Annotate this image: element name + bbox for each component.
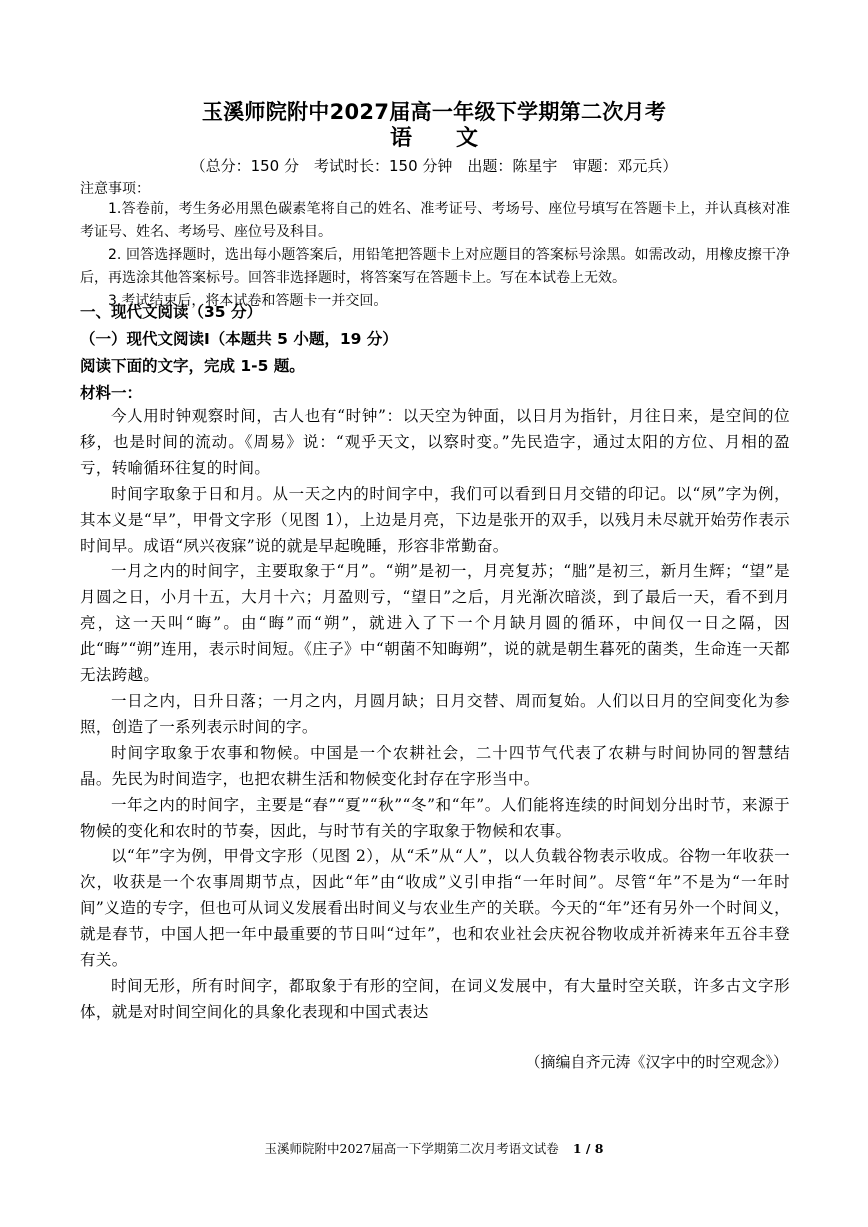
note-item: 3.考试结束后，将本试卷和答题卡一并交回。 (108, 293, 388, 309)
subject-heading (0, 124, 868, 154)
passage-paragraph: 一月之内的时间字，主要取象于“月”。“朔”是初一，月亮复苏；“朏”是初三，新月生辉；“望”是月圆之日，小月十五，大月十六；月盈则亏，“望日”之后，月光渐次暗淡，到了最后一天，看不到月亮，这一天叫“晦”。由“晦”而“朔”，就进入了下一个月缺月圆的循环，中间仅一日之隔，因此“晦”“朔”连用，表示时间短。《庄子》中“朝菌不知晦朔”，说的就是朝生暮死的菌类，生命连一天都无法跨越。 (80, 562, 790, 685)
material-label: 材料一： (80, 384, 143, 402)
notes-heading: 注意事项： (80, 181, 150, 197)
passage-paragraph: 一日之内，日升日落；一月之内，月圆月缺；日月交替、周而复始。人们以日月的空间变化为参照，创造了一系列表示时间的字。 (80, 691, 790, 736)
notes-list (80, 198, 790, 313)
passage-paragraph: 时间字取象于农事和物候。中国是一个农耕社会，二十四节气代表了农耕与时间协同的智慧结晶。先民为时间造字，也把农耕生活和物候变化封存在字形当中。 (80, 743, 790, 788)
page-footer (0, 1140, 868, 1158)
passage (80, 404, 790, 1026)
passage-paragraph: 一年之内的时间字，主要是“春”“夏”“秋”“冬”和“年”。人们能将连续的时间划分出时节，来源于物候的变化和农时的节奏，因此，与时节有关的字取象于物候和农事。 (80, 795, 790, 840)
passage-paragraph: 时间无形，所有时间字，都取象于有形的空间，在词义发展中，有大量时空关联，许多古文字形体，就是对时间空间化的具象化表现和中国式表达 (80, 976, 790, 1021)
exam-meta: （总分：150 分 考试时长：150 分钟 出题：陈星宇 审题：邓元兵） (190, 157, 678, 175)
footer-text: 玉溪师院附中2027届高一下学期第二次月考语文试卷 (264, 1141, 559, 1156)
subject-char-left: 语 (389, 126, 412, 151)
passage-paragraph: 今人用时钟观察时间，古人也有“时钟”：以天空为钟面，以日月为指针，月往日来，是空间的位移，也是时间的流动。《周易》说：“观乎天文，以察时变。”先民造字，通过太阳的方位、月相的盈亏，转喻循环往复的时间。 (80, 407, 790, 477)
note-item: 2. 回答选择题时，选出每小题答案后，用铅笔把答题卡上对应题目的答案标号涂黑。如需改动，用橡皮擦干净后，再选涂其他答案标号。回答非选择题时，将答案写在答题卡上。写在本试卷上无效。 (80, 247, 790, 286)
sub-section-title: （一）现代文阅读Ⅰ（本题共 5 小题，19 分） (80, 330, 398, 348)
subject-char-right: 文 (456, 126, 479, 151)
passage-paragraph: 时间字取象于日和月。从一天之内的时间字中，我们可以看到日月交错的印记。以“夙”字为例，其本义是“早”，甲骨文字形（见图 1），上边是月亮，下边是张开的双手，以残月未尽就开始劳作表示时间早。成语“夙兴夜寐”说的就是早起晚睡，形容非常勤奋。 (80, 484, 790, 555)
note-item: 1.答卷前，考生务必用黑色碳素笔将自己的姓名、准考证号、考场号、座位号填写在答题卡上，并认真核对准考证号、姓名、考场号、座位号及科目。 (80, 201, 790, 240)
passage-paragraph: 以“年”字为例，甲骨文字形（见图 2），从“禾”从“人”，以人负载谷物表示收成。谷物一年收获一次，收获是一个农事周期节点，因此“年”由“收成”义引申指“一年时间”。尽管“年”不是为“一年时间”义造的专字，但也可从词义发展看出时间义与农业生产的关联。今天的“年”还有另外一个时间义，就是春节，中国人把一年中最重要的节日叫“过年”，也和农业社会庆祝谷物收成并祈祷来年五谷丰登有关。 (80, 847, 790, 970)
passage-source: （摘编自齐元涛《汉字中的时空观念》） (525, 1053, 788, 1071)
page-number: 1 / 8 (572, 1141, 604, 1156)
reading-instruction: 阅读下面的文字，完成 1-5 题。 (80, 357, 305, 375)
part-title: 一、现代文阅读（35 分） (80, 303, 262, 321)
exam-title: 玉溪师院附中2027届高一年级下学期第二次月考 (201, 100, 667, 124)
